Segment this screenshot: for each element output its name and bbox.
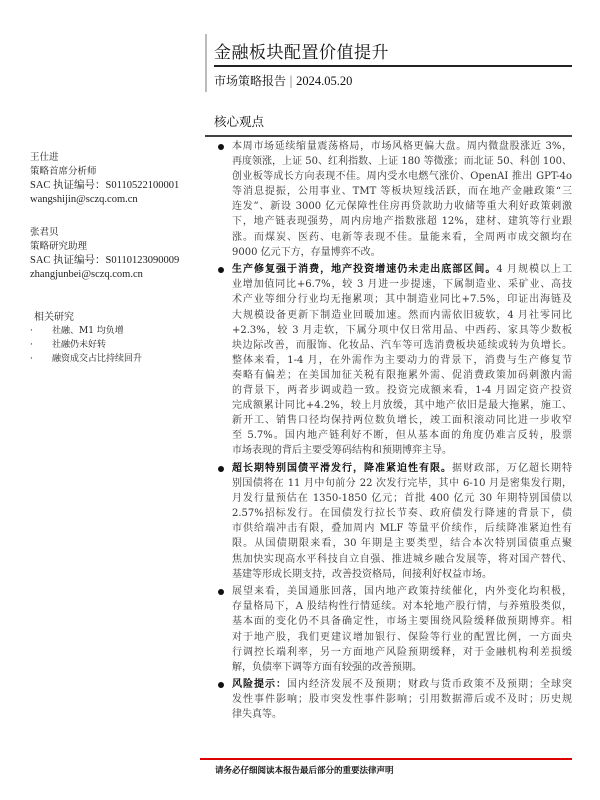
bullet-paragraph [214,584,572,675]
text-line [232,230,572,245]
analyst-name: 王仕进 [30,152,59,163]
analyst-1 [30,151,195,207]
bullet-paragraph [214,461,572,582]
text-line [232,630,572,645]
paragraph-lead: 生产修复强于消费，地产投资增速仍未走出底部区间。 [232,264,497,276]
line-text: 限。从国债期限来看，30 年期是主要类型，结合本次特别国债重点聚 [232,538,572,550]
text-line [232,536,572,551]
paragraph-lead: 超长期特别国债平滑发行，降准紧迫性有限。 [232,462,452,474]
analyst-email[interactable]: zhangjunbei@sczq.com.cn [30,269,143,280]
text-line [232,567,572,582]
text-line [232,614,572,629]
text-line [232,199,572,214]
line-text: 连发”、新设 3000 亿元保障性住房再贷款助力收储等重大利好政策刺激 [232,201,572,213]
line-text: 市场表现的背后主要受筹码结构和预期博弈主导。 [232,445,452,457]
line-text: 律失真等。 [232,709,282,721]
related-item[interactable]: · 融资成交占比持续回升 [30,354,143,364]
line-text: 焦加快实现高水平科技自立自强、推进城乡融合发展等，将对国产替代、 [232,553,572,565]
line-text: +2.3%，较 3 月走软，下属分项中仅日常用品、中西药、家具等少数板 [232,324,572,336]
text-line [232,645,572,660]
text-line [232,506,572,521]
line-text: 月发行量预估在 1350-1850 亿元；首批 400 亿元 30 年期特别国债以 [232,493,572,505]
line-text: 4 月规模以上工 [496,264,573,276]
line-text: 整体来看，1-4 月，在外需作为主要动力的背景下，消费与生产修复节 [232,354,572,366]
line-text: 基建等形成长期支持，改善投资格局，间接利好权益市场。 [232,568,492,580]
bullet-icon [218,682,224,688]
line-text: 对于地产股，我们更建议增加银行、保险等行业的配置比例，一方面央 [232,631,572,643]
line-text: 展望来看，美国通胀回落，国内地产政策持续催化，内外变化均积极， [232,586,572,598]
line-text: 业增加值同比+6.7%，较 3 月进一步提速，下属制造业、采矿业、高技 [232,279,572,291]
header-accent-bar [205,34,207,92]
line-text: 大规模设备更新下制造业回暖加速。然而内需依旧疲软，4 月社零同比 [232,309,572,321]
text-line [232,277,572,292]
line-text: 据财政部，万亿超长期特 [452,462,572,474]
report-subtitle [214,72,352,89]
line-text: 存量格局下，A 股结构性行情延续。对本轮地产股行情，与养殖股类似， [232,601,572,613]
text-line [232,139,572,154]
text-line [232,491,572,506]
bullet-icon [218,589,224,595]
bullet-paragraph [214,262,572,458]
text-line [232,214,572,229]
text-line [232,476,572,491]
section-divider [205,135,572,137]
text-line [232,521,572,536]
text-line [232,368,572,383]
footer-divider [200,758,572,760]
line-text: 基本面的变化仍不具备确定性，市场主要围绕风险缓释做预期博弈。相 [232,616,572,628]
line-text: 发性事件影响；股市突发性事件影响；引用数据滞后或不及时；历史规 [232,694,572,706]
text-line [232,262,572,277]
legal-notice: 请务必仔细阅读本报告最后部分的重要法律声明 [215,766,394,776]
text-line [232,154,572,169]
text-line [232,692,572,707]
text-line [232,552,572,567]
line-text: 行调控长端利率，另一方面地产风险预期缓释，对于金融机构利差损缓 [232,646,572,658]
bullet-icon: · [30,354,33,364]
bullet-icon: · [30,340,33,350]
text-line [232,677,572,692]
text-line [232,245,572,260]
line-text: 别国债将在 11 月中旬前分 22 次发行完毕，其中 6-10 月是密集发行期， [232,478,572,490]
bullet-paragraph [214,139,572,260]
related-item[interactable]: · 社融、M1 均负增 [30,326,124,336]
line-text: 创业板等成长方向表现不佳。周内受水电燃气涨价、OpenAI 推出 GPT-4o [232,171,572,183]
bullet-icon [218,466,224,472]
text-line [232,443,572,458]
text-line [232,353,572,368]
text-line [232,599,572,614]
line-text: 涨。而煤炭、医药、电新等表现不佳。量能来看，全周两市成交额均在 [232,231,572,243]
section-title: 核心观点 [214,114,265,129]
paragraph-lead: 风险提示： [232,679,287,691]
line-text: 新开工、销售口径均保持两位数负增长，竣工面积滚动同比进一步收窄 [232,415,572,427]
line-text: 完成额累计同比+4.2%，较上月放缓，其中地产依旧是最大拖累，施工、 [232,400,572,412]
core-views-body [214,139,572,725]
separator: | [289,74,294,88]
line-text: 再度领涨，上证 50、红利指数、上证 180 等微涨；而北证 50、科创 100、 [232,156,572,168]
line-text: 的背景下，两者步调或趋一致。投资完成额来看，1-4 月固定资产投资 [232,385,572,396]
report-type: 市场策略报告 [214,74,287,88]
analyst-role: 策略首席分析师 [30,166,97,177]
text-line [232,660,572,675]
analyst-name: 张君贝 [30,227,59,238]
line-text: 等消息提振，公用事业、TMT 等板块短线活跃，而在地产金融政策“三 [232,186,572,198]
line-text: 块边际改善，而服饰、化妆品、汽车等可选消费板块延续或转为负增长。 [232,339,572,351]
line-text: 奏略有偏差；在美国加征关税有限拖累外需、促消费政策加码刺激内需 [232,369,572,381]
text-line [232,398,572,413]
analyst-sac: SAC 执证编号：S0110123090009 [30,255,180,266]
bullet-icon [218,144,224,150]
line-text: 2.57%招标发行。在国债发行拉长节奏、政府债发行降速的背景下，债 [232,508,572,520]
report-date: 2024.05.20 [296,74,353,88]
text-line [232,707,572,722]
title-divider [214,65,572,67]
line-text: 下，地产链表现强势，周内房地产指数涨超 12%，建材、建筑等行业跟 [232,216,572,228]
related-item[interactable]: · 社融仍未好转 [30,340,107,350]
text-line [232,308,572,323]
line-text: 至 5.7%。国内地产链利好不断，但从基本面的角度仍难言反转，股票 [232,430,572,442]
related-research-list [30,324,190,366]
analyst-email[interactable]: wangshijin@sczq.com.cn [30,194,138,205]
bullet-icon: · [30,326,33,336]
bullet-paragraph [214,677,572,722]
analyst-role: 策略研究助理 [30,241,88,252]
text-line [232,413,572,428]
line-text: 9000 亿元下方，存量博弈不改。 [232,246,381,258]
line-text: 本周市场延续缩量震荡格局，市场风格更偏大盘。周内微盘股涨近 3%， [232,141,572,152]
text-line [232,338,572,353]
text-line [232,461,572,476]
line-text: 市供给端冲击有限，叠加周内 MLF 等量平价续作，后续降准紧迫性有 [232,523,572,535]
bullet-icon [218,267,224,273]
text-line [232,383,572,398]
related-research-title: 相关研究 [34,312,74,323]
line-text: 术产业等细分行业均无拖累项；其中制造业同比+7.5%，印证出海链及 [232,294,572,306]
text-line [232,184,572,199]
text-line [232,323,572,338]
line-text: 国内经济发展不及预期；财政与货币政策不及预期；全球突 [287,679,572,691]
text-line [232,292,572,307]
analyst-2 [30,226,195,282]
line-text: 解，负债率下调等方面有较强的改善预期。 [232,661,422,673]
text-line [232,428,572,443]
report-title: 金融板块配置价值提升 [214,43,389,63]
analyst-sac: SAC 执证编号：S0110522100001 [30,180,180,191]
text-line [232,169,572,184]
text-line [232,584,572,599]
